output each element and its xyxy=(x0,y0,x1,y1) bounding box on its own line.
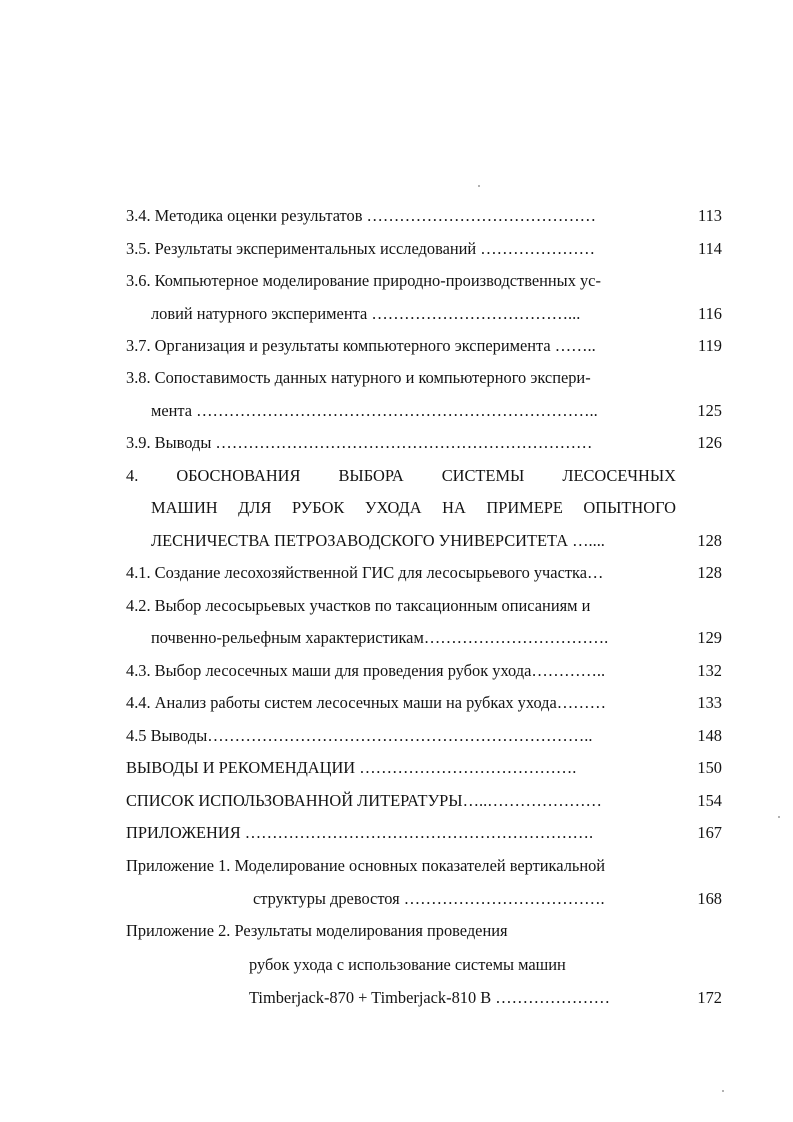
toc-entry-4-2-line1: 4.2. Выбор лесосырьевых участков по таксационным описаниям и xyxy=(126,596,591,615)
toc-page-4-1: 128 xyxy=(697,563,722,582)
toc-entry-3-7: 3.7. Организация и результаты компьютерного эксперимента …….. xyxy=(126,336,596,355)
toc-entry-3-9: 3.9. Выводы …………………………………………………………… xyxy=(126,433,593,452)
toc-appendix-2-line2: рубок ухода с использование системы машин xyxy=(249,955,566,974)
toc-page-3-4: 113 xyxy=(698,206,722,225)
scan-speck xyxy=(478,185,480,187)
toc-entry-3-5: 3.5. Результаты экспериментальных исследований ………………… xyxy=(126,239,596,258)
toc-references: СПИСОК ИСПОЛЬЗОВАННОЙ ЛИТЕРАТУРЫ…..………………… xyxy=(126,791,602,810)
toc-page-references: 154 xyxy=(697,791,722,810)
toc-page-appendix-1: 168 xyxy=(697,889,722,908)
toc-page-3-7: 119 xyxy=(698,336,722,355)
toc-entry-4-1: 4.1. Создание лесохозяйственной ГИС для лесосырьевого участка… xyxy=(126,563,604,582)
toc-page-appendix-2: 172 xyxy=(697,988,722,1007)
toc-page-3-6: 116 xyxy=(698,304,722,323)
toc-appendix-1-line1: Приложение 1. Моделирование основных показателей вертикальной xyxy=(126,856,606,875)
toc-entry-4-5: 4.5 Выводы…………………………………………………………….. xyxy=(126,726,593,745)
toc-page-3-5: 114 xyxy=(698,239,722,258)
toc-entry-4-4: 4.4. Анализ работы систем лесосечных маши на рубках ухода……… xyxy=(126,693,606,712)
toc-conclusions: ВЫВОДЫ И РЕКОМЕНДАЦИИ …………………………………. xyxy=(126,758,577,777)
toc-chapter-4-line3: ЛЕСНИЧЕСТВА ПЕТРОЗАВОДСКОГО УНИВЕРСИТЕТА ….... xyxy=(151,531,605,550)
toc-page-3-9: 126 xyxy=(697,433,722,452)
toc-chapter-4-line2: МАШИН ДЛЯ РУБОК УХОДА НА ПРИМЕРЕ ОПЫТНОГО xyxy=(151,498,676,517)
toc-page-4: 128 xyxy=(697,531,722,550)
toc-page-conclusions: 150 xyxy=(697,758,722,777)
toc-appendix-2-line3: Timberjack-870 + Timberjack-810 B ………………… xyxy=(249,988,611,1007)
scan-speck xyxy=(722,1090,724,1092)
toc-chapter-4-line1: 4. ОБОСНОВАНИЯ ВЫБОРА СИСТЕМЫ ЛЕСОСЕЧНЫХ xyxy=(126,466,676,485)
toc-appendix-1-line2: структуры древостоя ………………………………. xyxy=(253,889,605,908)
toc-appendix-2-line1: Приложение 2. Результаты моделирования проведения xyxy=(126,921,508,940)
scan-speck xyxy=(778,816,780,818)
toc-entry-3-6-line1: 3.6. Компьютерное моделирование природно-производственных ус- xyxy=(126,271,601,290)
toc-entry-4-2-line2: почвенно-рельефным характеристикам……………………………. xyxy=(151,628,609,647)
toc-page-3-8: 125 xyxy=(697,401,722,420)
toc-appendices: ПРИЛОЖЕНИЯ ………………………………………………………. xyxy=(126,823,594,842)
toc-page-4-5: 148 xyxy=(697,726,722,745)
toc-page-4-2: 129 xyxy=(697,628,722,647)
toc-page-appendices: 167 xyxy=(697,823,722,842)
toc-entry-4-3: 4.3. Выбор лесосечных маши для проведения рубок ухода………….. xyxy=(126,661,606,680)
toc-page-4-3: 132 xyxy=(697,661,722,680)
toc-entry-3-6-line2: ловий натурного эксперимента ………………………………... xyxy=(151,304,581,323)
toc-entry-3-8-line1: 3.8. Сопоставимость данных натурного и компьютерного экспери- xyxy=(126,368,591,387)
toc-entry-3-8-line2: мента ……………………………………………………………….. xyxy=(151,401,598,420)
toc-entry-3-4: 3.4. Методика оценки результатов …………………………………… xyxy=(126,206,596,225)
toc-page-4-4: 133 xyxy=(697,693,722,712)
